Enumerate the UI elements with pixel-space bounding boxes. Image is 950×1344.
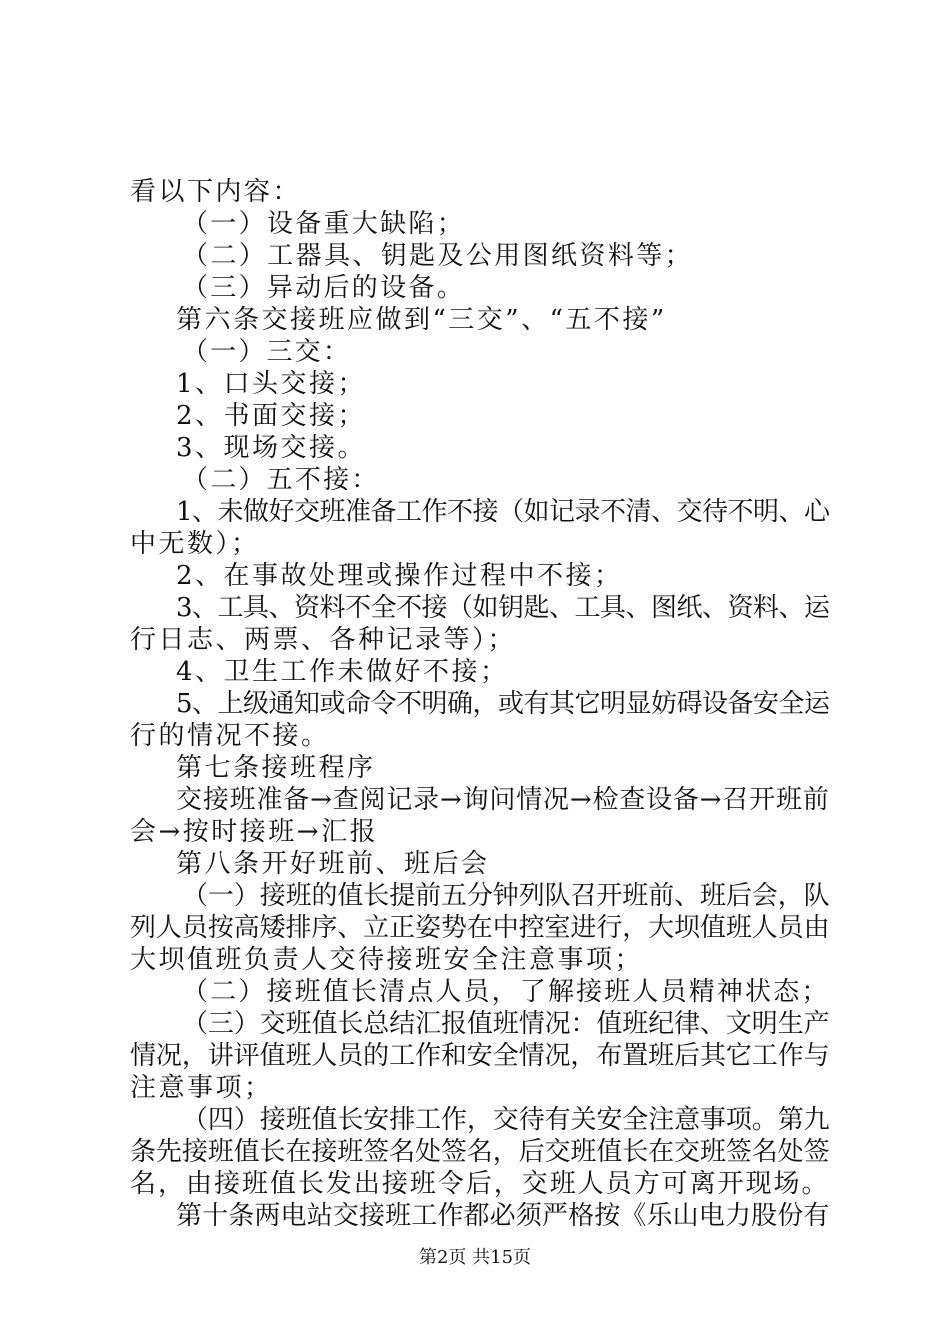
text-line: 列人员按高矮排序、立正姿势在中控室进行，大坝值班人员由 <box>130 913 830 943</box>
text-line: （四）接班值长安排工作，交待有关安全注意事项。第九 <box>182 1105 830 1135</box>
text-line: 中无数）； <box>130 529 260 559</box>
text-line: 名，由接班值长发出接班令后，交班人员方可离开现场。 <box>130 1169 830 1199</box>
text-line: （二）工器具、钥匙及公用图纸资料等； <box>182 241 694 271</box>
page-number-footer: 第2页 共15页 <box>418 1247 532 1268</box>
text-line: 第十条两电站交接班工作都必须严格按《乐山电力股份有 <box>176 1201 830 1231</box>
text-line: 条先接班值长在接班签名处签名，后交班值长在交班签名处签 <box>130 1137 830 1167</box>
text-line: 看以下内容： <box>130 177 302 207</box>
text-line: 交接班准备→查阅记录→询问情况→检查设备→召开班前 <box>176 785 830 815</box>
text-line: 2、书面交接； <box>176 401 367 431</box>
text-line: 3、现场交接。 <box>176 433 367 463</box>
text-line: 行的情况不接。 <box>130 721 330 751</box>
text-line: 1、口头交接； <box>176 369 367 399</box>
text-line: （三）异动后的设备。 <box>182 273 466 303</box>
text-line: （一）设备重大缺陷； <box>182 209 466 239</box>
text-line: 3、工具、资料不全不接（如钥匙、工具、图纸、资料、运 <box>176 593 830 623</box>
text-line: （一）接班的值长提前五分钟列队召开班前、班后会，队 <box>182 881 830 911</box>
text-line: 会→按时接班→汇报 <box>130 817 379 847</box>
section-heading: 第六条交接班应做到“三交”、“五不接” <box>176 305 667 335</box>
section-heading: 第七条接班程序 <box>176 753 376 783</box>
text-line: 2、在事故处理或操作过程中不接； <box>176 561 623 591</box>
section-heading: 第八条开好班前、班后会 <box>176 849 490 879</box>
text-line: 注意事项； <box>130 1073 273 1103</box>
text-line: （二）接班值长清点人员，了解接班人员精神状态； <box>182 977 830 1007</box>
text-line: （一）三交： <box>182 337 352 367</box>
text-line: （二）五不接： <box>182 465 380 495</box>
text-line: 4、卫生工作未做好不接； <box>176 657 509 687</box>
text-line: 大坝值班负责人交待接班安全注意事项； <box>130 945 644 975</box>
text-line: 情况，讲评值班人员的工作和安全情况，布置班后其它工作与 <box>130 1041 830 1071</box>
text-line: 5、上级通知或命令不明确，或有其它明显妨碍设备安全运 <box>176 689 830 719</box>
text-line: （三）交班值长总结汇报值班情况：值班纪律、文明生产 <box>182 1009 830 1039</box>
text-line: 1、未做好交班准备工作不接（如记录不清、交待不明、心 <box>176 497 830 527</box>
text-line: 行日志、两票、各种记录等）； <box>130 625 517 655</box>
